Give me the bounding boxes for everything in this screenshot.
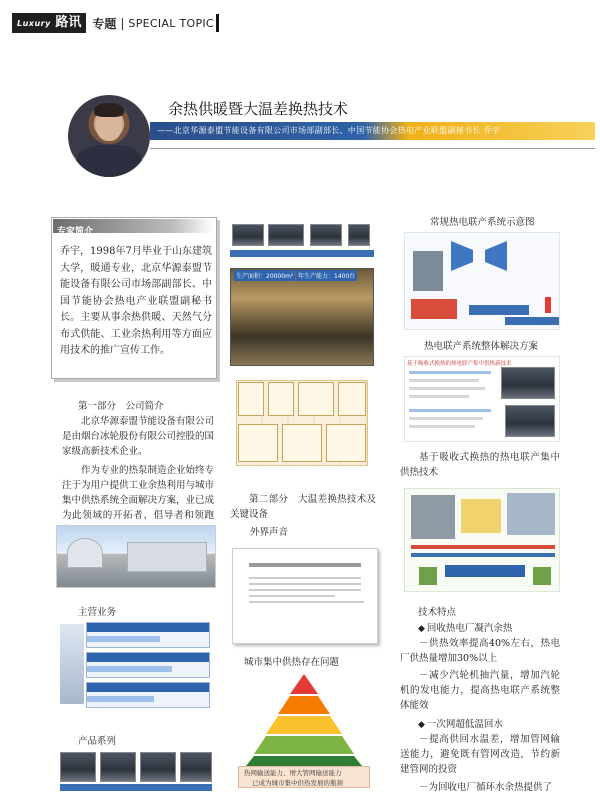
- business-panel-1: [86, 622, 210, 648]
- feature-bullet-2: ◆ 一次网超低温回水: [418, 716, 503, 730]
- section-label: 专题: [92, 16, 117, 31]
- solution-panel-head: 基于吸收式换热的热电联产集中供热新技术: [407, 361, 512, 367]
- section1-title: 第一部分 公司简介: [78, 401, 164, 412]
- pyramid-footer-text-2: 已成为城市集中供热发展的瓶颈: [252, 779, 343, 787]
- feature-2-point-1: －提高供回水温差，增加管网输送能力，避免既有管网改造，节约新建管网的投资: [400, 734, 560, 775]
- products-title: 产品系列: [78, 736, 117, 747]
- diagram1-title: 常规热电联产系统示意图: [430, 217, 535, 228]
- masthead-divider: |: [120, 16, 125, 30]
- magazine-logo: [12, 13, 86, 33]
- product-image-2: [100, 752, 136, 782]
- absorption-chp-diagram: [404, 488, 560, 592]
- equipment-photo-1: [232, 224, 264, 246]
- feature-1-point-1: －供热效率提高40%左右，热电厂供热量增加30%以上: [400, 638, 560, 664]
- product-image-1: [60, 752, 96, 782]
- business-panel-3: [86, 682, 210, 708]
- chp-solution-diagram: [404, 356, 560, 442]
- factory-area-label: 生产面积：20000m²: [234, 270, 295, 281]
- certificate-3: [298, 382, 334, 416]
- certificate-5: [238, 424, 278, 462]
- article-title: 余热供暖暨大温差换热技术: [168, 100, 349, 118]
- section2-title: 第二部分 大温差换热技术及关键设备: [230, 494, 376, 520]
- logo-latin: Luxury: [17, 19, 51, 28]
- equipment-photo-2: [268, 224, 304, 246]
- product-image-4: [180, 752, 212, 782]
- document-image: [232, 548, 378, 644]
- problem-pyramid: [244, 672, 364, 766]
- problem-caption: 城市集中供热存在问题: [244, 657, 340, 668]
- diagram2-title: 热电联产系统整体解决方案: [424, 341, 539, 352]
- author-portrait: [68, 95, 150, 177]
- header-divider: [150, 148, 595, 149]
- factory-floor-photo: [230, 268, 374, 366]
- feature-bullet-1: ◆ 回收热电厂凝汽余热: [418, 620, 512, 634]
- certificate-1: [238, 382, 264, 416]
- feature-2-point-2: －为回收电厂循环水余热提供了: [419, 782, 553, 793]
- pyramid-footer-text-1: 热网输送能力、增大管网输送能力: [244, 769, 342, 777]
- equipment-photo-4: [348, 224, 370, 246]
- feature-1-point-2: －减少汽轮机抽汽量，增加汽轮机的发电能力，提高热电联产系统整体能效: [400, 670, 560, 711]
- certificate-7: [326, 424, 366, 462]
- equipment-caption-strip: [230, 250, 374, 257]
- reception-title: 外界声音: [250, 527, 289, 538]
- equipment-photo-3: [310, 224, 342, 246]
- certificate-4: [338, 382, 366, 416]
- business-panel-2: [86, 652, 210, 678]
- business-title: 主营业务: [78, 607, 117, 618]
- certificate-6: [282, 424, 322, 462]
- company-para-2: 作为专业的热泵制造企业始终专注于为用户提供工业余热利用与城市集中供热系统全面解决方案，业已成为此领域的开拓者、倡导者和领跑: [62, 465, 215, 521]
- expert-intro-text: 乔宇，1998年7月毕业于山东建筑大学，暖通专业，北京华源泰盟节能设备有限公司市场部副部长、中国节能协会热电产业联盟副秘书长。主要从事余热供暖、天然气分布式供能、工业余热利用等方面应用技术的推广宣传工作。: [60, 246, 212, 356]
- topic-label: SPECIAL TOPIC: [128, 16, 214, 30]
- company-building-photo: [56, 525, 216, 588]
- expert-intro-tag: 专家简介: [53, 219, 213, 233]
- masthead-bracket: [216, 14, 219, 32]
- logo-chinese: 路讯: [55, 15, 82, 30]
- diagram3-caption: 基于吸收式换热的热电联产集中供热技术: [400, 452, 560, 478]
- factory-capacity-label: 年生产能力：1400台: [296, 270, 357, 281]
- features-title: 技术特点: [418, 607, 457, 618]
- masthead: [12, 12, 219, 34]
- business-equipment-image: [60, 624, 84, 704]
- company-para-1: 北京华源泰盟节能设备有限公司是由烟台冰轮股份有限公司控股的国家级高新技术企业。: [62, 416, 215, 457]
- product-caption-strip: [60, 784, 212, 791]
- certificate-2: [268, 382, 294, 416]
- product-image-3: [140, 752, 176, 782]
- article-subtitle: ——北京华源泰盟节能设备有限公司市场部副部长、中国节能协会热电产业联盟副秘书长 乔宇: [157, 126, 501, 135]
- conventional-chp-diagram: [404, 232, 560, 330]
